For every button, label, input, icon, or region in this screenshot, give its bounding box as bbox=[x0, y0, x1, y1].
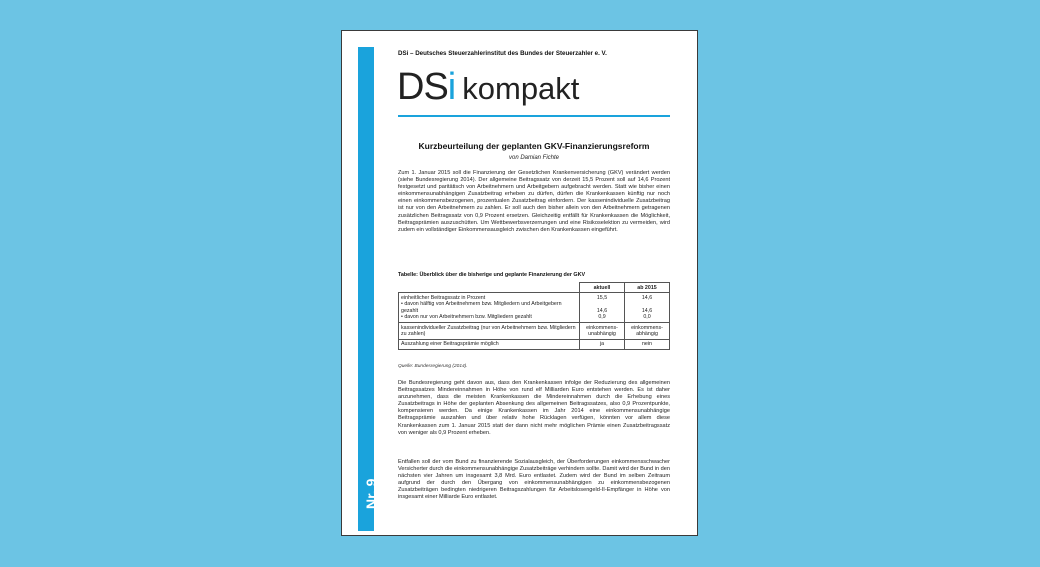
cell-value: 14,6 bbox=[641, 294, 653, 301]
table-source: Quelle: Bundesregierung (2014). bbox=[398, 364, 468, 369]
institute-name: DSi – Deutsches Steuerzahlerinstitut des Bundes der Steuerzahler e. V. bbox=[398, 50, 607, 57]
row-label-line: einheitlicher Beitragssatz in Prozent bbox=[401, 294, 486, 301]
cell-value: 15,5 bbox=[596, 294, 608, 301]
financing-table bbox=[398, 282, 670, 350]
cell-value: 14,6 bbox=[596, 307, 608, 314]
table-cell-aktuell: einkommens-unabhängig bbox=[580, 323, 625, 340]
table-header-blank bbox=[399, 283, 580, 293]
table-row-label bbox=[399, 293, 580, 323]
table-row bbox=[399, 339, 670, 349]
paragraph-2: Die Bundesregierung geht davon aus, dass den Krankenkassen infolge der Reduzierung des allgemeinen Beitragssatzes Mindereinnahmen in Höhe von rund elf Milliarden Euro entstehen werden. Es ist daher anzunehmen, dass die meisten Krankenkassen die Mindereinnahmen durch die Erhebung eines Zusatzbeitrags in Höhe der geplanten Absenkung des allgemeinen Beitragssatzes, also 0,9 Prozentpunkte, kompensieren werden. Da einige Krankenkassen im Jahr 2014 eine einkommensunabhängige Beitragsprämie auszahlen und über relativ hohe Rücklagen verfügen, könnten vor allem diese Krankenkassen zum 1. Januar 2015 statt der dann nicht mehr möglichen Prämie einen Zusatzbeitragssatz von weniger als 0,9 Prozent erheben. bbox=[398, 380, 670, 436]
brand-i: i bbox=[447, 66, 457, 108]
table-row bbox=[399, 293, 670, 323]
header-rule bbox=[398, 115, 670, 117]
paragraph-1: Zum 1. Januar 2015 soll die Finanzierung der Gesetzlichen Krankenversicherung (GKV) verändert werden (siehe Bundesregierung 2014). Der allgemeine Beitragssatz von derzeit 15,5 Prozent soll auf 14,6 Prozent festgesetzt und paritätisch von Arbeitnehmern und Arbeitgebern aufgebracht werden. Statt wie bisher einen einkommensunabhängigen Zusatzbeitrag erheben zu dürfen, dürfen die Krankenkassen künftig nur noch einen einkommensbezogenen, prozentualen Zusatzbeitrag einfordern. Der kassenindividuelle Zusatzbeitrag ist nur von den Arbeitnehmern zu zahlen. Er soll auch den bisher allein von den Arbeitnehmern getragenen zusätzlichen Beitragssatz von 0,9 Prozent ersetzen. Gleichzeitig entfällt für Krankenkassen die Möglichkeit, Beitragsprämien auszuschütten. Um Wettbewerbsverzerrungen und eine Risikoselektion zu vermeiden, wird zudem ein vollständiger Einkommensausgleich zwischen den Krankenkassen eingeführt. bbox=[398, 170, 670, 233]
table-cell-ab2015: einkommens-abhängig bbox=[625, 323, 670, 340]
issue-label bbox=[363, 470, 386, 509]
cell-value: 0,0 bbox=[643, 314, 651, 321]
headline: Kurzbeurteilung der geplanten GKV-Finanzierungsreform bbox=[418, 141, 650, 151]
table-row-label: Auszahlung einer Beitragsprämie möglich bbox=[399, 339, 580, 349]
issue-date: 31. März 2014 bbox=[379, 470, 385, 509]
table-header-ab2015: ab 2015 bbox=[625, 283, 670, 293]
document-page bbox=[341, 30, 698, 536]
table-row-label: kassenindividueller Zusatzbeitrag (nur von Arbeitnehmern bzw. Mitgliedern zu zahlen) bbox=[399, 323, 580, 340]
brand-kompakt: kompakt bbox=[462, 71, 580, 106]
table-cell-aktuell bbox=[580, 293, 625, 323]
brand-logo bbox=[397, 67, 579, 109]
byline: von Damian Fichte bbox=[508, 155, 560, 161]
table-cell-ab2015: nein bbox=[625, 339, 670, 349]
paragraph-3: Entfallen soll der vom Bund zu finanzierende Sozialausgleich, der Überforderungen einkommensschwacher Versicherter durch die einkommensunabhängige Zusatzbeiträge verhindern sollte. Damit wird der Bund in den nächsten vier Jahren um insgesamt 3,8 Mrd. Euro entlastet. Zudem wird der Bund im selben Zeitraum aufgrund der durch den Übergang von einkommensunabhängigen zu einkommensbezogenen Zusatzbeiträgen bedingten niedrigeren Beitragszahlungen für Arbeitslosengeld-II-Empfänger in Höhe von insgesamt einer Milliarde Euro entlastet. bbox=[398, 459, 670, 501]
table-cell-ab2015 bbox=[625, 293, 670, 323]
brand-ds: DS bbox=[397, 66, 448, 108]
cell-value: 0,9 bbox=[598, 314, 606, 321]
row-label-line: • davon nur von Arbeitnehmern bzw. Mitgliedern gezahlt bbox=[401, 314, 532, 321]
cell-value: 14,6 bbox=[641, 307, 653, 314]
table-header-row bbox=[399, 283, 670, 293]
table-caption: Tabelle: Überblick über die bisherige und geplante Finanzierung der GKV bbox=[398, 272, 586, 278]
issue-stripe bbox=[358, 47, 385, 531]
row-label-line: • davon hälftig von Arbeitnehmern bzw. Mitgliedern und Arbeitgebern gezahlt bbox=[401, 301, 562, 314]
table-row bbox=[399, 323, 670, 340]
issue-number: Nr. 9 bbox=[363, 478, 379, 509]
table-cell-aktuell: ja bbox=[580, 339, 625, 349]
table-header-aktuell: aktuell bbox=[580, 283, 625, 293]
